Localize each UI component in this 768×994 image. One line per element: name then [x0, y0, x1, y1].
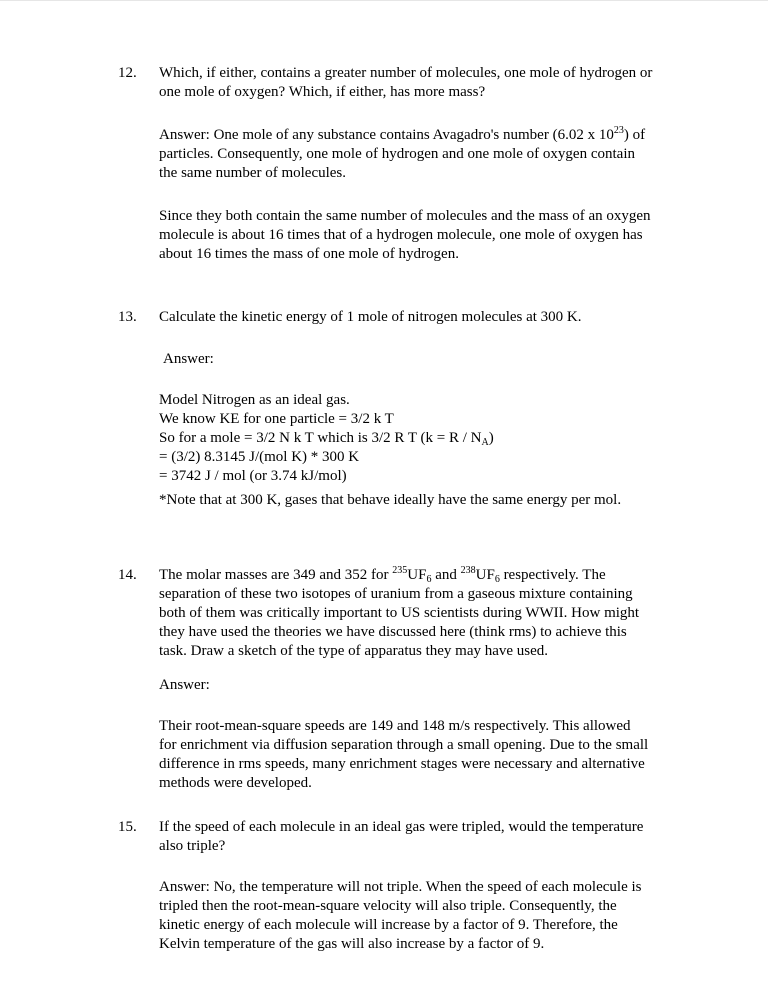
- answer-14-label: [159, 676, 679, 695]
- answer-14-line: difference in rms speeds, many enrichment stages were necessary and alternative: [159, 756, 645, 772]
- answer-12-line: about 16 times the mass of one mole of hydrogen.: [159, 246, 459, 262]
- answer-14-line: methods were developed.: [159, 775, 312, 791]
- answer-15-line: Answer: No, the temperature will not triple. When the speed of each molecule is: [159, 879, 642, 895]
- work-line: [159, 429, 679, 448]
- work-text: ): [488, 430, 494, 446]
- question-12-line: one mole of oxygen? Which, if either, has more mass?: [159, 84, 486, 100]
- answer-15-line: tripled then the root-mean-square velocity will also triple. Consequently, the: [159, 898, 617, 914]
- question-14-line: they have used the theories we have discussed here (think rms) to achieve this: [159, 624, 627, 640]
- subscript: A: [481, 437, 489, 448]
- formula-text: UF: [407, 567, 427, 583]
- work-text: So for a mole = 3/2 N k T which is 3/2 R T (k = R / N: [159, 430, 482, 446]
- answer-12-line: Since they both contain the same number of molecules and the mass of an oxygen: [159, 208, 651, 224]
- answer-15-text: [159, 878, 679, 954]
- answer-14-line: for enrichment via diffusion separation through a small opening. Due to the small: [159, 737, 649, 753]
- question-14-text: [159, 566, 679, 661]
- question-number-13: 13.: [118, 309, 137, 325]
- question-12-line: Which, if either, contains a greater number of molecules, one mole of hydrogen or: [159, 65, 653, 81]
- isotope-superscript: 235: [392, 565, 408, 576]
- note-text: *Note that at 300 K, gases that behave ideally have the same energy per mol.: [159, 492, 622, 508]
- answer-14-text: [159, 717, 679, 793]
- question-number-12: 12.: [118, 65, 137, 81]
- question-number-14: 14.: [118, 567, 137, 583]
- question-14-line: both of them was critically important to US scientists during WWII. How might: [159, 605, 640, 621]
- question-14-line: task. Draw a sketch of the type of apparatus they may have used.: [159, 643, 549, 659]
- subscript: 6: [426, 574, 432, 585]
- answer-15-line: kinetic energy of each molecule will increase by a factor of 9. Therefore, the: [159, 917, 618, 933]
- answer-12-part-b: [159, 207, 679, 264]
- question-15-line: If the speed of each molecule in an ideal gas were tripled, would the temperature: [159, 819, 644, 835]
- question-14-text-part: and: [431, 567, 461, 583]
- answer-12-line: particles. Consequently, one mole of hydrogen and one mole of oxygen contain: [159, 146, 635, 162]
- work-line: = (3/2) 8.3145 J/(mol K) * 300 K: [159, 449, 360, 465]
- answer-12-text: ) of: [623, 127, 646, 143]
- question-12-text: [159, 64, 679, 102]
- question-14-text-part: The molar masses are 349 and 352 for: [159, 567, 393, 583]
- answer-14-line: Their root-mean-square speeds are 149 and 148 m/s respectively. This allowed: [159, 718, 631, 734]
- question-13-line: Calculate the kinetic energy of 1 mole of nitrogen molecules at 300 K.: [159, 309, 582, 325]
- answer-12-line: molecule is about 16 times that of a hydrogen molecule, one mole of oxygen has: [159, 227, 643, 243]
- answer-label: Answer:: [159, 677, 210, 693]
- isotope-superscript: 238: [460, 565, 476, 576]
- answer-label: Answer:: [163, 351, 214, 367]
- answer-13-label: [163, 350, 683, 369]
- work-line: Model Nitrogen as an ideal gas.: [159, 392, 350, 408]
- answer-12-text: Answer: One mole of any substance contains Avagadro's number (6.02 x 10: [159, 127, 614, 143]
- answer-12-line: [159, 126, 679, 145]
- answer-15-line: Kelvin temperature of the gas will also increase by a factor of 9.: [159, 936, 545, 952]
- question-13-text: [159, 308, 679, 327]
- answer-13-note: [159, 491, 719, 510]
- work-line: We know KE for one particle = 3/2 k T: [159, 411, 394, 427]
- answer-13-work: [159, 391, 679, 486]
- answer-12-line: the same number of molecules.: [159, 165, 347, 181]
- answer-12-part-a: [159, 126, 679, 183]
- work-line: = 3742 J / mol (or 3.74 kJ/mol): [159, 468, 347, 484]
- question-14-line: [159, 566, 679, 585]
- question-14-text-part: respectively. The: [499, 567, 606, 583]
- exponent: 23: [613, 125, 624, 136]
- question-15-text: [159, 818, 679, 856]
- question-14-line: separation of these two isotopes of uranium from a gaseous mixture containing: [159, 586, 633, 602]
- question-15-line: also triple?: [159, 838, 226, 854]
- subscript: 6: [494, 574, 500, 585]
- question-number-15: 15.: [118, 819, 137, 835]
- formula-text: UF: [475, 567, 495, 583]
